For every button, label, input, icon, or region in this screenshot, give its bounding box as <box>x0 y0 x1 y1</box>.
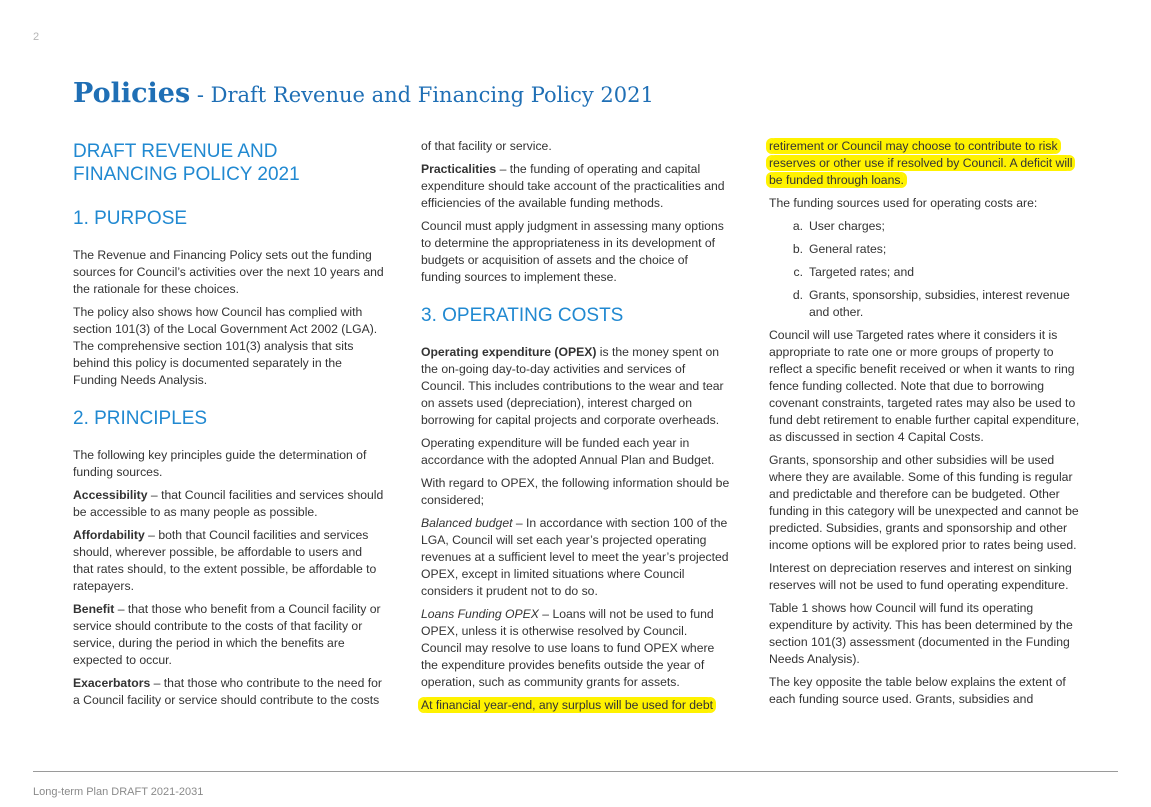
list-item <box>769 264 1081 281</box>
principle-text: – that Council facilities and services should be accessible to as many people as possible. <box>73 488 384 519</box>
heading-line-2: FINANCING POLICY 2021 <box>73 164 300 185</box>
table1-paragraph: Table 1 shows how Council will fund its operating expenditure by activity. This has been determined by the section 101(3) assessment (documented in the Funding Needs Analysis). <box>769 601 1073 666</box>
list-item-text: User charges; <box>809 219 885 233</box>
list-marker: d. <box>792 288 803 302</box>
grants-paragraph: Grants, sponsorship and other subsidies will be used where they are available. Some of this funding is regular and predictable and therefore can be budgeted. Other funding in this category will be unexpected and cannot be predicted. Subsidies, grants and sponsorship and other income options will be explored prior to rates being used. <box>769 453 1079 552</box>
opex-text: is the money spent on the on-going day-to-day activities and services of Council. This includes contributions to the wear and tear on assets used (depreciation), interest charged on borrowing for capital projects and corporate overheads. <box>421 345 724 427</box>
list-item <box>769 218 1081 235</box>
list-marker: b. <box>792 242 803 256</box>
balanced-budget-term: Balanced budget <box>421 516 513 530</box>
highlighted-text: retirement or Council may choose to contribute to risk reserves or other use if resolved by Council. A deficit will be funded through loans. <box>769 139 1073 187</box>
page-title-sub: - Draft Revenue and Financing Policy 2021 <box>190 83 654 107</box>
principle-text: – the funding of operating and capital expenditure should take account of the practicalities and efficiencies of the available funding methods. <box>421 162 725 210</box>
key-paragraph: The key opposite the table below explains the extent of each funding source used. Grants, subsidies and <box>769 675 1066 706</box>
principle-term: Affordability <box>73 528 145 542</box>
judgment-paragraph: Council must apply judgment in assessing many options to determine the appropriateness in its development of budgets or acquisition of assets and the choice of funding sources to implement these. <box>421 219 724 284</box>
section-heading-principles: 2. PRINCIPLES <box>73 408 208 429</box>
principle-text: – that those who benefit from a Council facility or service should contribute to the costs of that facility or service, during the period in which the benefits are expected to occur. <box>73 602 381 667</box>
column-1 <box>73 138 385 715</box>
purpose-paragraph-2: The policy also shows how Council has complied with section 101(3) of the Local Government Act 2002 (LGA). The comprehensive section 101(3) analysis that sits behind this policy is documented separately in the Funding Needs Analysis. <box>73 305 378 387</box>
loans-funding-term: Loans Funding OPEX <box>421 607 539 621</box>
footer-text: Long-term Plan DRAFT 2021-2031 <box>33 786 204 798</box>
list-item <box>769 241 1081 258</box>
list-item <box>769 287 1081 321</box>
targeted-rates-paragraph: Council will use Targeted rates where it considers it is appropriate to rate one or more groups of property to reflect a specific benefit received or when it wants to ring fence funding collected. Note that due to borrowing covenant constraints, targeted rates may also be used to fund debt retirement to enable further capital expenditure, as discussed in section 4 Capital Costs. <box>769 328 1080 444</box>
balanced-budget-paragraph <box>421 515 731 600</box>
purpose-paragraph-1: The Revenue and Financing Policy sets out the funding sources for Council’s activities over the next 10 years and the rationale for these choices. <box>73 248 384 296</box>
footer-divider <box>33 771 1118 772</box>
principle-practicalities <box>421 161 731 212</box>
section-heading-policy <box>73 140 385 186</box>
funding-sources-list <box>769 218 1081 321</box>
section-heading-operating-costs: 3. OPERATING COSTS <box>421 305 624 326</box>
highlighted-text: At financial year-end, any surplus will be used for debt <box>421 698 713 712</box>
list-marker: c. <box>793 265 803 279</box>
principle-term: Practicalities <box>421 162 497 176</box>
interest-paragraph: Interest on depreciation reserves and interest on sinking reserves will not be used to fund operating expenditure. <box>769 561 1072 592</box>
principle-term: Exacerbators <box>73 676 151 690</box>
continuation-text: of that facility or service. <box>421 139 552 153</box>
year-end-continuation <box>769 138 1081 189</box>
opex-term: Operating expenditure (OPEX) <box>421 345 597 359</box>
regard-paragraph: With regard to OPEX, the following information should be considered; <box>421 476 730 507</box>
principle-benefit <box>73 601 385 669</box>
page-title-main: Policies <box>73 78 191 109</box>
list-item-text: Targeted rates; and <box>809 265 915 279</box>
page-number: 2 <box>33 31 40 43</box>
principle-term: Accessibility <box>73 488 148 502</box>
principle-text: – both that Council facilities and services should, wherever possible, be affordable to users and that rates should, to the extent possible, be affordable to ratepayers. <box>73 528 377 593</box>
principles-intro: The following key principles guide the determination of funding sources. <box>73 448 367 479</box>
page-title <box>73 72 654 110</box>
loans-funding-paragraph <box>421 606 731 691</box>
principle-term: Benefit <box>73 602 115 616</box>
list-item-text: General rates; <box>809 242 887 256</box>
principle-exacerbators <box>73 675 385 709</box>
heading-line-1: DRAFT REVENUE AND <box>73 141 278 162</box>
loans-funding-text: – Loans will not be used to fund OPEX, unless it is otherwise resolved by Council. Council may resolve to use loans to fund OPEX where the expenditure provides benefits outside the year of operation, such as community grants for assets. <box>421 607 715 689</box>
list-marker: a. <box>792 219 803 233</box>
year-end-paragraph <box>421 697 731 714</box>
section-heading-purpose: 1. PURPOSE <box>73 208 188 229</box>
principle-affordability <box>73 527 385 595</box>
funded-paragraph: Operating expenditure will be funded each year in accordance with the adopted Annual Plan and Budget. <box>421 436 715 467</box>
column-2 <box>421 138 731 720</box>
column-3 <box>769 138 1081 714</box>
balanced-budget-text: – In accordance with section 100 of the LGA, Council will set each year’s projected operating revenues at a sufficient level to meet the year’s projected OPEX, except in limited situations where Council considers it prudent not to do so. <box>421 516 729 598</box>
opex-paragraph <box>421 344 731 429</box>
principle-accessibility <box>73 487 385 521</box>
list-item-text: Grants, sponsorship, subsidies, interest revenue and other. <box>809 288 1070 319</box>
principle-text: – that those who contribute to the need for a Council facility or service should contribute to the costs <box>73 676 382 707</box>
funding-sources-intro: The funding sources used for operating costs are: <box>769 196 1038 210</box>
